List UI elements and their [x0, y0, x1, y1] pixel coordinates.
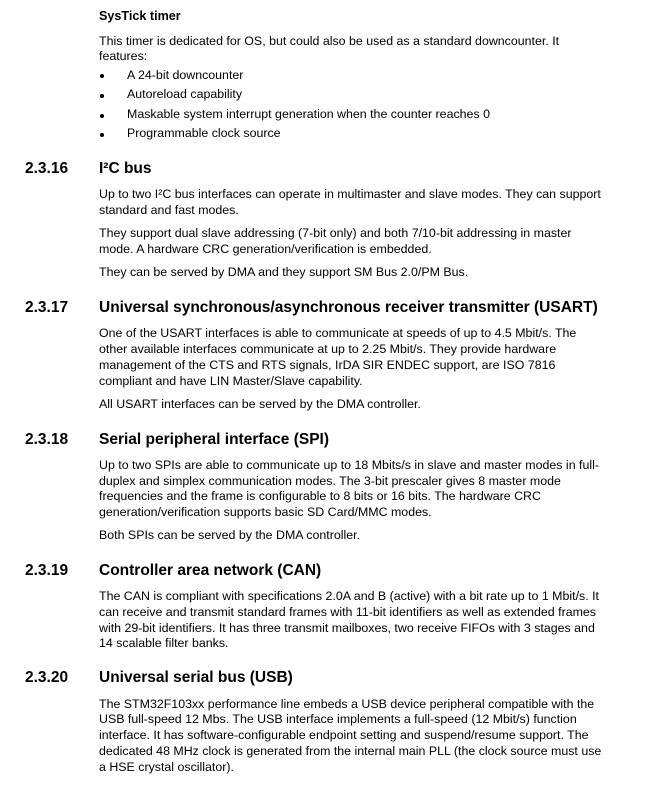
bullet-icon — [100, 74, 104, 78]
text-line: management of the CTS and RTS signals, IrDA SIR ENDEC support, are ISO 7816 — [99, 358, 556, 372]
text-line: The CAN is compliant with specifications 2.0A and B (active) with a bit rate up to 1 Mbit/s. It — [99, 589, 599, 603]
text-line: generation/verification supports basic SD Card/MMC modes. — [99, 505, 432, 519]
bullet-item: Maskable system interrupt generation when the counter reaches 0 — [127, 107, 490, 121]
bullet-icon — [100, 94, 104, 98]
text-line: The STM32F103xx performance line embeds a USB device peripheral compatible with the — [99, 697, 595, 711]
bullet-icon — [100, 133, 104, 137]
text-line: interface. It has software-configurable endpoint setting and suspend/resume support. The — [99, 728, 589, 742]
text-line: 14 scalable filter banks. — [99, 636, 229, 650]
text-line: a HSE crystal oscillator). — [99, 760, 234, 774]
text-line: with 29-bit identifiers. It has three transmit mailboxes, two receive FIFOs with 3 stages and — [99, 621, 595, 635]
bullet-item: Autoreload capability — [127, 87, 243, 101]
bullet-item: A 24-bit downcounter — [127, 68, 244, 82]
bullet-item: Programmable clock source — [127, 126, 281, 140]
text-line: Up to two SPIs are able to communicate up to 18 Mbits/s in slave and master modes in full- — [99, 458, 599, 472]
text-line: duplex and simplex communication modes. The 3-bit prescaler gives 8 master mode — [99, 474, 561, 488]
text-line: This timer is dedicated for OS, but could also be used as a standard downcounter. It — [99, 34, 560, 48]
text-line: USB full-speed 12 Mbs. The USB interface implements a full-speed (12 Mbit/s) function — [99, 712, 577, 726]
section-title: Serial peripheral interface (SPI) — [99, 431, 330, 448]
section-number: 2.3.20 — [25, 669, 69, 686]
section-number: 2.3.17 — [25, 299, 69, 316]
text-line: Up to two I²C bus interfaces can operate in multimaster and slave modes. They can support — [99, 187, 601, 201]
text-line: other available interfaces communicate at up to 2.25 Mbit/s. They provide hardware — [99, 342, 557, 356]
text-line: can receive and transmit standard frames with 11-bit identifiers as well as extended frames — [99, 605, 597, 619]
bullet-icon — [100, 114, 104, 118]
section-title: Universal serial bus (USB) — [99, 669, 293, 686]
text-line: They can be served by DMA and they support SM Bus 2.0/PM Bus. — [99, 265, 469, 279]
text-line: standard and fast modes. — [99, 203, 239, 217]
section-number: 2.3.18 — [25, 431, 69, 448]
text-line: features: — [99, 49, 148, 63]
text-line: One of the USART interfaces is able to communicate at speeds of up to 4.5 Mbit/s. The — [99, 326, 577, 340]
text-line: They support dual slave addressing (7-bit only) and both 7/10-bit addressing in master — [99, 226, 572, 240]
subheading-systick: SysTick timer — [99, 9, 181, 23]
text-line: compliant and have LIN Master/Slave capability. — [99, 374, 363, 388]
text-line: All USART interfaces can be served by the DMA controller. — [99, 397, 421, 411]
text-line: Both SPIs can be served by the DMA controller. — [99, 528, 361, 542]
section-title: Controller area network (CAN) — [99, 562, 322, 579]
section-title: I²C bus — [99, 160, 152, 177]
text-line: frequencies and the frame is configurable to 8 bits or 16 bits. The hardware CRC — [99, 489, 541, 503]
section-number: 2.3.16 — [25, 160, 69, 177]
section-title: Universal synchronous/asynchronous receiver transmitter (USART) — [99, 299, 598, 316]
text-line: dedicated 48 MHz clock is generated from the internal main PLL (the clock source must use — [99, 744, 602, 758]
text-line: mode. A hardware CRC generation/verification is embedded. — [99, 242, 432, 256]
section-number: 2.3.19 — [25, 562, 69, 579]
